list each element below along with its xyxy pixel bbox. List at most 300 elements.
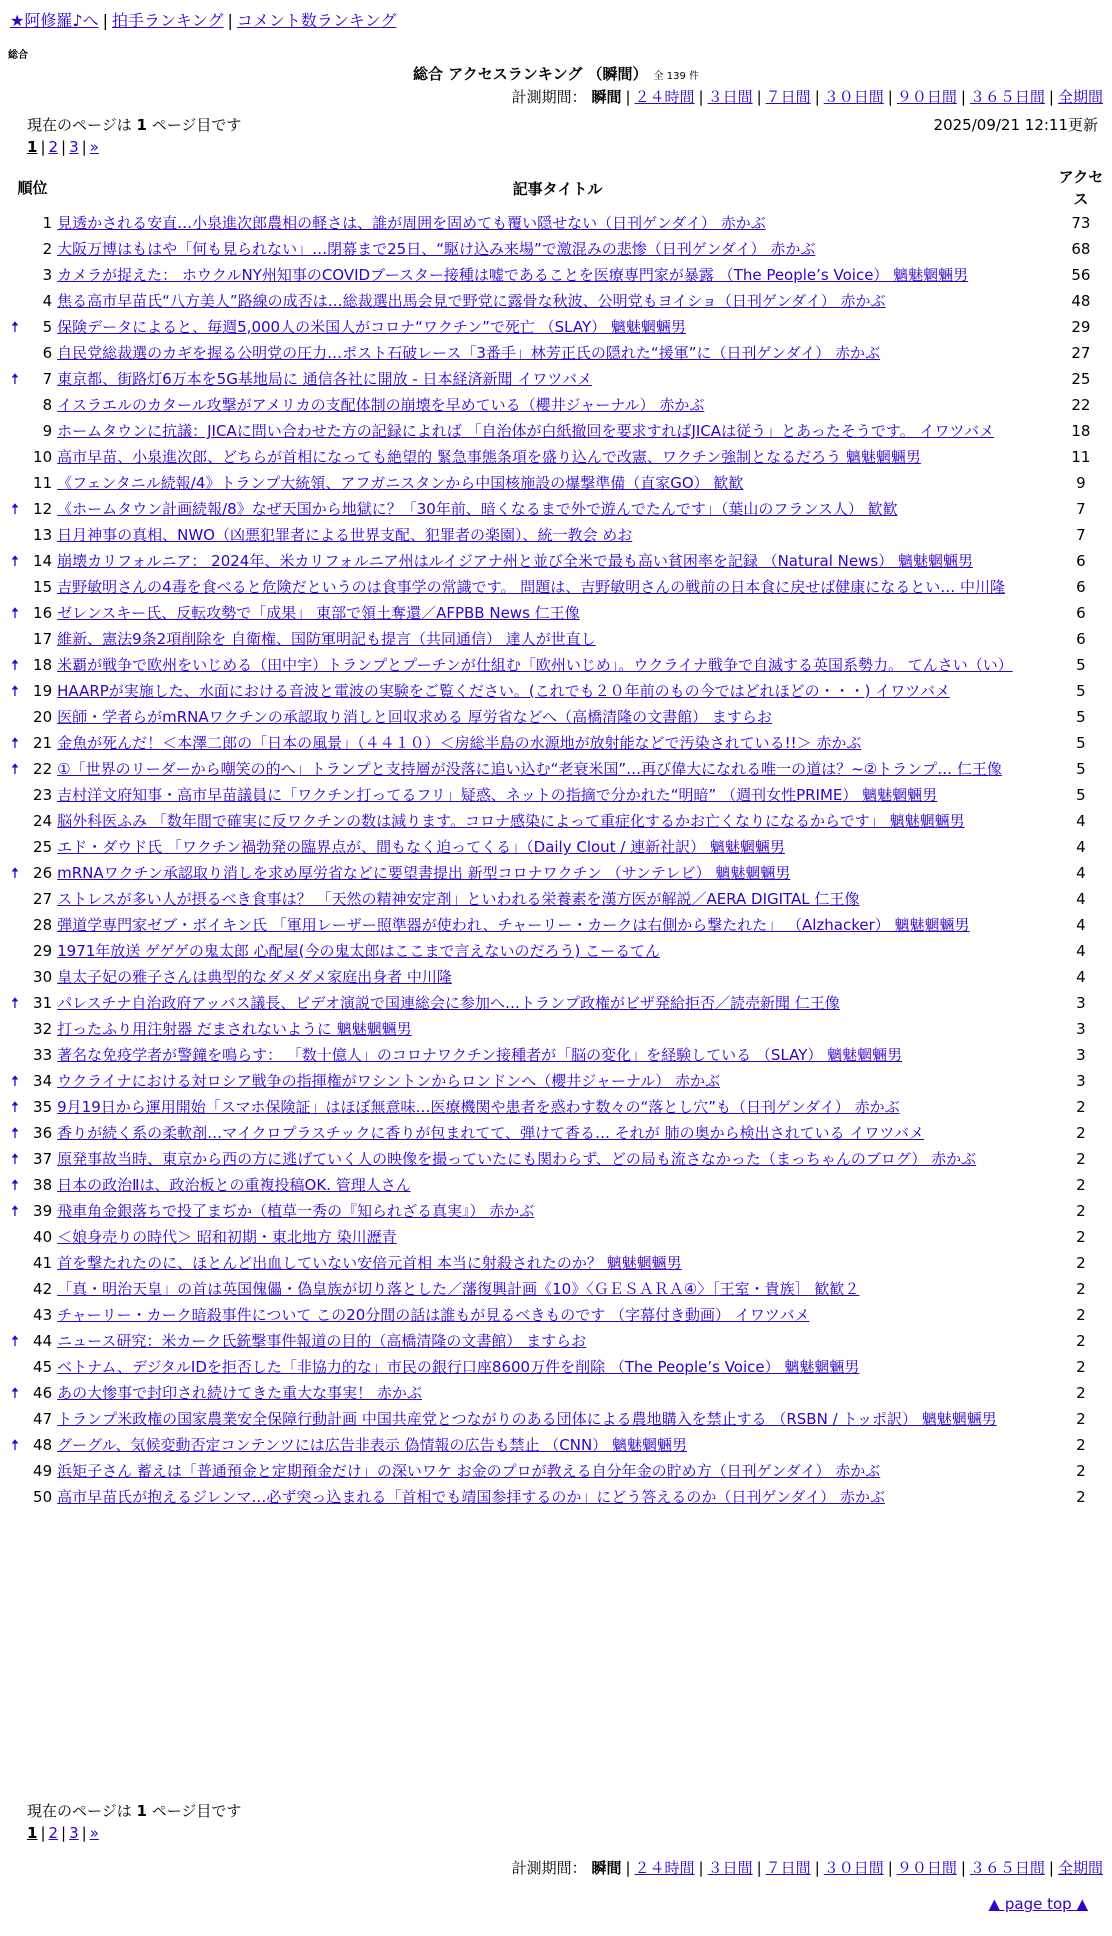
rank-number: 31 [33,994,53,1012]
access-count: 6 [1076,604,1086,622]
title-cell [57,1380,1058,1406]
access-count: 3 [1076,1046,1086,1064]
table-row [8,1224,1104,1250]
current-page-prefix: 現在のページは [27,116,132,134]
access-count: 4 [1076,812,1086,830]
separator: | [40,138,46,156]
rank-change-cell [8,1484,22,1510]
rank-number: 14 [33,552,53,570]
page-top [989,1895,1088,1913]
rank-number: 7 [42,370,53,388]
title-cell [57,1068,1058,1094]
table-row [8,496,1104,522]
article-link[interactable]: 皇太子妃の雅子さんは典型的なダメダメ家庭出身者 中川隆 [57,968,452,986]
title-cell [57,1146,1058,1172]
rank-change-cell [8,756,22,782]
article-link[interactable]: カメラが捉えた： ホウクルNY州知事のCOVIDブースター接種は嘘であることを医療専門家が暴露 （The People’s Voice） 魑魅魍魎男 [57,266,969,284]
table-row [8,860,1104,886]
table-row [8,1406,1104,1432]
access-count: 2 [1076,1202,1086,1220]
title-cell [57,1172,1058,1198]
rank-number: 11 [33,474,53,492]
rank-change-cell [8,626,22,652]
access-count: 11 [1071,448,1091,466]
table-row [8,626,1104,652]
rank-change-cell [8,1094,22,1120]
pager-current-page[interactable]: 1 [27,138,38,156]
rank-number: 39 [33,1202,53,1220]
rank-number: 48 [33,1436,53,1454]
period-selector-top [512,86,1103,107]
rank-number: 38 [33,1176,53,1194]
access-count: 2 [1076,1462,1086,1480]
period-link-1[interactable]: ３日間 [707,88,753,106]
title-cell [57,496,1058,522]
article-link[interactable]: 脳外科医ふみ 「数年間で確実に反ワクチンの数は減ります。コロナ感染によって重症化するかお亡くなりになるからです」 魑魅魍魎男 [57,812,965,830]
separator: | [887,88,893,106]
access-count: 2 [1076,1384,1086,1402]
rank-number: 40 [33,1228,53,1246]
period-link-2[interactable]: ７日間 [765,1859,811,1877]
separator: | [814,88,820,106]
title-cell [57,1120,1058,1146]
article-link[interactable]: チャーリー・カーク暗殺事件について この20分間の話は誰もが見るべきものです （字幕付き動画） イワツバメ [57,1306,810,1324]
article-link[interactable]: 東京都、街路灯6万本を5G基地局に 通信各社に開放 - 日本経済新聞 イワツバメ [57,370,593,388]
rank-number: 36 [33,1124,53,1142]
table-row [8,288,1104,314]
up-arrow-icon: 🠅 [10,1150,20,1168]
rank-change-cell [8,522,22,548]
access-count: 2 [1076,1410,1086,1428]
access-count: 2 [1076,1280,1086,1298]
rank-number: 16 [33,604,53,622]
table-row [8,236,1104,262]
table-row [8,652,1104,678]
category-label: 総合 [8,50,28,61]
rank-number: 8 [42,396,53,414]
up-arrow-icon: 🠅 [10,1436,20,1454]
rank-number: 18 [33,656,53,674]
rank-number: 23 [33,786,53,804]
table-row [8,1354,1104,1380]
title-cell [57,444,1058,470]
title-cell [57,574,1058,600]
table-row [8,1146,1104,1172]
article-link[interactable]: 崩壊カリフォルニア： 2024年、米カリフォルニア州はルイジアナ州と並び全米で最も高い貧困率を記録 （Natural News） 魑魅魍魎男 [57,552,973,570]
asyura-home-link[interactable]: ★阿修羅♪へ [10,11,99,30]
separator: | [887,1859,893,1877]
current-page-bottom [27,1800,241,1821]
pager-link-0[interactable]: 2 [48,1824,59,1842]
rank-change-cell [8,808,22,834]
table-row [8,964,1104,990]
rank-change-cell [8,704,22,730]
current-page-number: 1 [136,1802,147,1820]
pager-link-1[interactable]: 3 [69,1824,79,1842]
period-label: 計測期間： [511,88,587,106]
current-page-top [27,114,241,135]
up-arrow-icon: 🠅 [10,1072,20,1090]
ranking-table [8,166,1104,1510]
rank-change-cell [8,444,22,470]
article-link[interactable]: 大阪万博はもはや「何も見られない」…閉幕まで25日、“駆け込み来場”で激混みの悲惨（日刊ゲンダイ） 赤かぶ [57,240,816,258]
rank-number: 24 [33,812,53,830]
article-link[interactable]: パレスチナ自治政府アッバス議長、ビデオ演説で国連総会に参加へ…トランプ政権がビザ発給拒否／読売新聞 仁王像 [57,994,840,1012]
title-cell [57,1484,1058,1510]
access-count: 22 [1071,396,1091,414]
rank-number: 45 [33,1358,53,1376]
separator: | [698,88,704,106]
period-link-0[interactable]: ２４時間 [634,88,695,106]
table-row [8,1432,1104,1458]
period-current: 瞬間 [591,1859,622,1877]
article-link[interactable]: 原発事故当時、東京から西の方に逃げていく人の映像を撮っていたにも関わらず、どの局も流さなかった（まっちゃんのブログ） 赤かぶ [57,1150,977,1168]
article-link[interactable]: 高市早苗氏が抱えるジレンマ…必ず突っ込まれる「首相でも靖国参拝するのか」にどう答えるのか（日刊ゲンダイ） 赤かぶ [57,1488,885,1506]
article-link[interactable]: ①「世界のリーダーから嘲笑の的へ」トランプと支持層が没落に追い込む“老衰米国”…再び偉大になれる唯一の道は？~②トランプ… 仁王像 [57,760,1002,778]
title-cell [57,990,1058,1016]
title-cell [57,340,1058,366]
rank-change-cell [8,912,22,938]
article-link[interactable]: mRNAワクチン承認取り消しを求め厚労省などに要望書提出 新型コロナワクチン （サンテレビ） 魑魅魍魎男 [57,864,791,882]
current-page-suffix: ページ目です [151,116,242,134]
rank-number: 25 [33,838,53,856]
rank-number: 32 [33,1020,53,1038]
access-count: 4 [1076,838,1086,856]
article-link[interactable]: 日本の政治Ⅱは、政治板との重複投稿OK. 管理人さん [57,1176,411,1194]
rank-number: 27 [33,890,53,908]
article-link[interactable]: 見透かされる安直…小泉進次郎農相の軽さは、誰が周囲を固めても覆い隠せない（日刊ゲンダイ） 赤かぶ [57,214,766,232]
rank-number: 43 [33,1306,53,1324]
separator: | [1048,1859,1054,1877]
period-link-4[interactable]: ９０日間 [896,88,957,106]
period-selector-bottom [512,1857,1103,1878]
rank-number: 9 [42,422,53,440]
rank-change-cell [8,496,22,522]
article-link[interactable]: 飛車角金銀落ちで投了まぢか（植草一秀の『知られざる真実』） 赤かぶ [57,1202,535,1220]
title-cell [57,1250,1058,1276]
rank-number: 15 [33,578,53,596]
separator: | [61,1824,67,1842]
title-cell [57,1198,1058,1224]
table-row [8,1094,1104,1120]
separator: | [40,1824,46,1842]
table-row [8,1068,1104,1094]
title-cell [57,236,1058,262]
table-row [8,366,1104,392]
rank-change-cell [8,1250,22,1276]
access-count: 4 [1076,864,1086,882]
table-row [8,1328,1104,1354]
separator: | [102,11,108,30]
rank-change-cell [8,860,22,886]
rank-change-cell [8,1172,22,1198]
rank-change-cell [8,314,22,340]
article-link[interactable]: 香りが続く系の柔軟剤…マイクロプラスチックに香りが包まれてて、弾けて香る… それが 肺の奥から検出されている イワツバメ [57,1124,925,1142]
rank-header: 順位 [17,179,48,197]
rank-change-cell [8,1328,22,1354]
clap-ranking-link[interactable]: 拍手ランキング [111,11,224,30]
rank-change-cell [8,470,22,496]
period-link-5[interactable]: ３６５日間 [969,1859,1045,1877]
title-cell [57,678,1058,704]
article-link[interactable]: 1971年放送 ゲゲゲの鬼太郎 心配屋(今の鬼太郎はここまで言えないのだろう) こーるてん [57,942,660,960]
access-count: 25 [1071,370,1091,388]
article-link[interactable]: あの大惨事で封印され続けてきた重大な事実！ 赤かぶ [57,1384,422,1402]
rank-number: 34 [33,1072,53,1090]
separator: | [960,88,966,106]
rank-change-cell [8,600,22,626]
article-link[interactable]: エド・ダウド氏 「ワクチン禍勃発の臨界点が、間もなく迫ってくる」（Daily Clout / 連新社訳） 魑魅魍魎男 [57,838,785,856]
pager-link-1[interactable]: 3 [69,138,79,156]
access-count: 73 [1071,214,1091,232]
article-link[interactable]: ゼレンスキー氏、反転攻勢で「成果」 東部で領土奪還／AFPBB News 仁王像 [57,604,580,622]
pager-link-0[interactable]: 2 [48,138,59,156]
access-count: 48 [1071,292,1091,310]
title-cell [57,782,1058,808]
rank-change-cell [8,652,22,678]
access-count: 2 [1076,1436,1086,1454]
access-count: 2 [1076,1150,1086,1168]
article-link[interactable]: 吉野敏明さんの4毒を食べると危険だというのは食事学の常識です。 問題は、吉野敏明さんの戦前の日本食に戻せば健康になるとい… 中川隆 [57,578,1006,596]
period-link-1[interactable]: ３日間 [707,1859,753,1877]
access-count: 9 [1076,474,1086,492]
period-label: 計測期間： [511,1859,587,1877]
article-link[interactable]: ホームタウンに抗議：JICAに問い合わせた方の記録によれば 「自治体が白紙撤回を要求すればJICAは従う」とあったそうです。 イワツバメ [57,422,995,440]
table-row [8,210,1104,236]
article-link[interactable]: ストレスが多い人が摂るべき食事は？ 「天然の精神安定剤」といわれる栄養素を漢方医が解説／AERA DIGITAL 仁王像 [57,890,860,908]
table-row [8,1042,1104,1068]
rank-change-cell [8,1380,22,1406]
period-link-4[interactable]: ９０日間 [896,1859,957,1877]
period-link-3[interactable]: ３０日間 [823,1859,884,1877]
access-count: 2 [1076,1176,1086,1194]
up-arrow-icon: 🠅 [10,1124,20,1142]
title-cell [57,1224,1058,1250]
rank-change-cell [8,1120,22,1146]
table-row [8,1484,1104,1510]
rank-change-cell [8,730,22,756]
rank-change-cell [8,782,22,808]
pager-link-2[interactable]: » [89,138,99,156]
table-row [8,314,1104,340]
table-row [8,704,1104,730]
article-link[interactable]: 金魚が死んだ！＜本澤二郎の「日本の風景」（４４１０）＜房総半島の水源地が放射能などで汚染されている!!＞ 赤かぶ [57,734,862,752]
table-row [8,418,1104,444]
access-count: 3 [1076,994,1086,1012]
rank-change-cell [8,1458,22,1484]
rank-change-cell [8,834,22,860]
rank-change-cell [8,1224,22,1250]
rank-number: 28 [33,916,53,934]
access-count: 5 [1076,656,1086,674]
table-row [8,262,1104,288]
rank-change-cell [8,418,22,444]
up-arrow-icon: 🠅 [10,994,20,1012]
access-count: 6 [1076,578,1086,596]
title-cell [57,548,1058,574]
table-row [8,1016,1104,1042]
rank-number: 5 [42,318,53,336]
rank-change-cell [8,964,22,990]
access-count: 4 [1076,942,1086,960]
rank-number: 22 [33,760,53,778]
rank-change-cell [8,1068,22,1094]
rank-number: 10 [33,448,53,466]
article-link[interactable]: 著名な免疫学者が警鐘を鳴らす： 「数十億人」のコロナワクチン接種者が「脳の変化」を経験している （SLAY） 魑魅魍魎男 [57,1046,903,1064]
title-cell [57,600,1058,626]
title-cell [57,470,1058,496]
access-count: 3 [1076,1072,1086,1090]
pager-current-page[interactable]: 1 [27,1824,38,1842]
up-arrow-icon: 🠅 [10,318,20,336]
article-link[interactable]: 焦る高市早苗氏“八方美人”路線の成否は…総裁選出馬会見で野党に露骨な秋波、公明党もヨイショ（日刊ゲンダイ） 赤かぶ [57,292,886,310]
table-row [8,808,1104,834]
pager-link-2[interactable]: » [89,1824,99,1842]
article-link[interactable]: 弾道学専門家ゼブ・ボイキン氏 「軍用レーザー照準器が使われ、チャーリー・カークは右側から撃たれた」 （Alzhacker） 魑魅魍魎男 [57,916,970,934]
article-link[interactable]: 米覇が戦争で欧州をいじめる（田中宇）トランプとプーチンが仕組む「欧州いじめ」。ウクライナ戦争で自滅する英国系勢力。 てんさい（い） [57,656,1013,674]
article-link[interactable]: HAARPが実施した、水面における音波と電波の実験をご覧ください。(これでも２０年前のもの今ではどれほどの・・・) イワツバメ [57,682,950,700]
access-count: 7 [1076,526,1086,544]
up-arrow-icon: 🠅 [10,500,20,518]
up-arrow-icon: 🠅 [10,370,20,388]
table-row [8,444,1104,470]
rank-number: 47 [33,1410,53,1428]
current-page-number: 1 [136,116,147,134]
title-cell [57,808,1058,834]
rank-change-cell [8,210,22,236]
table-row [8,1120,1104,1146]
title-cell [57,1458,1058,1484]
access-count: 56 [1071,266,1091,284]
title-cell [57,730,1058,756]
article-link[interactable]: 《ホームタウン計画続報/8》なぜ天国から地獄に？「30年前、暗くなるまで外で遊んでたんです」（葉山のフランス人） 歓歓 [57,500,898,518]
title-cell [57,262,1058,288]
separator: | [81,1824,87,1842]
comment-ranking-link[interactable]: コメント数ランキング [236,11,397,30]
table-row [8,782,1104,808]
article-link[interactable]: トランプ米政権の国家農業安全保障行動計画 中国共産党とつながりのある団体による農地購入を禁止する （RSBN / トッポ訳） 魑魅魍魎男 [57,1410,997,1428]
title-cell [57,756,1058,782]
rank-number: 2 [42,240,53,258]
article-link[interactable]: 浜矩子さん 蓄えは「普通預金と定期預金だけ」の深いワケ お金のプロが教える自分年金の貯め方（日刊ゲンダイ） 赤かぶ [57,1462,881,1480]
access-count: 2 [1076,1488,1086,1506]
up-arrow-icon: 🠅 [10,1332,20,1350]
article-link[interactable]: 維新、憲法9条2項削除を 自衛権、国防軍明記も提言（共同通信） 達人が世直し [57,630,596,648]
rank-number: 3 [42,266,53,284]
period-link-0[interactable]: ２４時間 [634,1859,695,1877]
article-link[interactable]: 日月神事の真相、NWO（凶悪犯罪者による世界支配、犯罪者の楽園）、統一教会 めお [57,526,633,544]
title-cell [57,1016,1058,1042]
title-cell [57,626,1058,652]
title-cell [57,1432,1058,1458]
rank-change-cell [8,1302,22,1328]
title-cell [57,886,1058,912]
rank-number: 46 [33,1384,53,1402]
table-header-row [8,166,1104,210]
period-link-6[interactable]: 全期間 [1057,88,1103,106]
access-count: 4 [1076,890,1086,908]
article-link[interactable]: 医師・学者らがmRNAワクチンの承認取り消しと回収求める 厚労省などへ（高橋清隆の文書館） ますらお [57,708,772,726]
title-cell [57,314,1058,340]
table-row [8,340,1104,366]
article-link[interactable]: 首を撃たれたのに、ほとんど出血していない安倍元首相 本当に射殺されたのか？ 魑魅魍魎男 [57,1254,682,1272]
table-row [8,1250,1104,1276]
article-link[interactable]: ニュース研究：米カーク氏銃撃事件報道の目的（高橋清隆の文書館） ますらお [57,1332,587,1350]
access-count: 5 [1076,760,1086,778]
table-row [8,470,1104,496]
up-arrow-icon: 🠅 [10,760,20,778]
article-link[interactable]: 自民党総裁選のカギを握る公明党の圧力…ポスト石破レース「3番手」林芳正氏の隠れた“援軍”に（日刊ゲンダイ） 赤かぶ [57,344,881,362]
period-link-6[interactable]: 全期間 [1057,1859,1103,1877]
table-row [8,938,1104,964]
title-cell [57,1094,1058,1120]
rank-number: 19 [33,682,53,700]
article-link[interactable]: ウクライナにおける対ロシア戦争の指揮権がワシントンからロンドンへ（櫻井ジャーナル） 赤かぶ [57,1072,721,1090]
table-row [8,1172,1104,1198]
article-link[interactable]: 《フェンタニル続報/4》トランプ大統領、アフガニスタンから中国核施設の爆撃準備（直家GO） 歓歓 [57,474,744,492]
access-count: 4 [1076,916,1086,934]
table-row [8,574,1104,600]
page-top-link[interactable]: ▲ page top ▲ [988,1895,1088,1913]
rank-change-cell [8,392,22,418]
table-row [8,600,1104,626]
table-row [8,548,1104,574]
title-cell [57,652,1058,678]
article-link[interactable]: ベトナム、デジタルIDを拒否した「非協力的な」市民の銀行口座8600万件を削除 （The People’s Voice） 魑魅魍魎男 [57,1358,860,1376]
table-row [8,678,1104,704]
updated-timestamp: 2025/09/21 12:11更新 [933,116,1098,134]
title-cell [57,210,1058,236]
rank-change-cell [8,236,22,262]
period-link-2[interactable]: ７日間 [765,88,811,106]
article-link[interactable]: グーグル、気候変動否定コンテンツには広告非表示 偽情報の広告も禁止 （CNN） 魑魅魍魎男 [57,1436,687,1454]
article-link[interactable]: 9月19日から運用開始「スマホ保険証」はほぼ無意味…医療機関や患者を惑わす数々の“落とし穴”も（日刊ゲンダイ） 赤かぶ [57,1098,900,1116]
article-link[interactable]: 保険データによると、毎週5,000人の米国人がコロナ“ワクチン”で死亡 （SLAY） 魑魅魍魎男 [57,318,686,336]
rank-number: 49 [33,1462,53,1480]
rank-change-cell [8,1198,22,1224]
title-cell [57,860,1058,886]
rank-number: 41 [33,1254,53,1272]
up-arrow-icon: 🠅 [10,1384,20,1402]
rank-change-cell [8,1354,22,1380]
rank-number: 35 [33,1098,53,1116]
article-link[interactable]: 打ったふり用注射器 だまされないように 魑魅魍魎男 [57,1020,412,1038]
title-cell [57,834,1058,860]
rank-number: 42 [33,1280,53,1298]
rank-number: 4 [42,292,53,310]
rank-change-cell [8,1406,22,1432]
article-link[interactable]: 高市早苗、小泉進次郎、どちらが首相になっても絶望的 緊急事態条項を盛り込んで改憲、ワクチン強制となるだろう 魑魅魍魎男 [57,448,921,466]
title-cell [57,1354,1058,1380]
table-row [8,912,1104,938]
up-arrow-icon: 🠅 [10,734,20,752]
rank-number: 26 [33,864,53,882]
period-link-3[interactable]: ３０日間 [823,88,884,106]
rank-change-cell [8,340,22,366]
article-link[interactable]: 「真・明治天皇」の首は英国傀儡・偽皇族が切り落とした／藩復興計画《10》〈ＧＥＳＡＲＡ④〉［王室・貴族］ 歓歓２ [57,1280,860,1298]
access-header: アクセス [1058,168,1104,208]
access-count: 6 [1076,630,1086,648]
table-row [8,522,1104,548]
access-count: 27 [1071,344,1091,362]
up-arrow-icon: 🠅 [10,864,20,882]
access-count: 29 [1071,318,1091,336]
article-link[interactable]: ＜娘身売りの時代＞ 昭和初期・東北地方 染川瀝青 [57,1228,397,1246]
period-link-5[interactable]: ３６５日間 [969,88,1045,106]
article-link[interactable]: 吉村洋文府知事・高市早苗議員に「ワクチン打ってるフリ」疑惑、ネットの指摘で分かれた“明暗” （週刊女性PRIME） 魑魅魍魎男 [57,786,938,804]
access-count: 2 [1076,1306,1086,1324]
article-link[interactable]: イスラエルのカタール攻撃がアメリカの支配体制の崩壊を早めている（櫻井ジャーナル） 赤かぶ [57,396,705,414]
